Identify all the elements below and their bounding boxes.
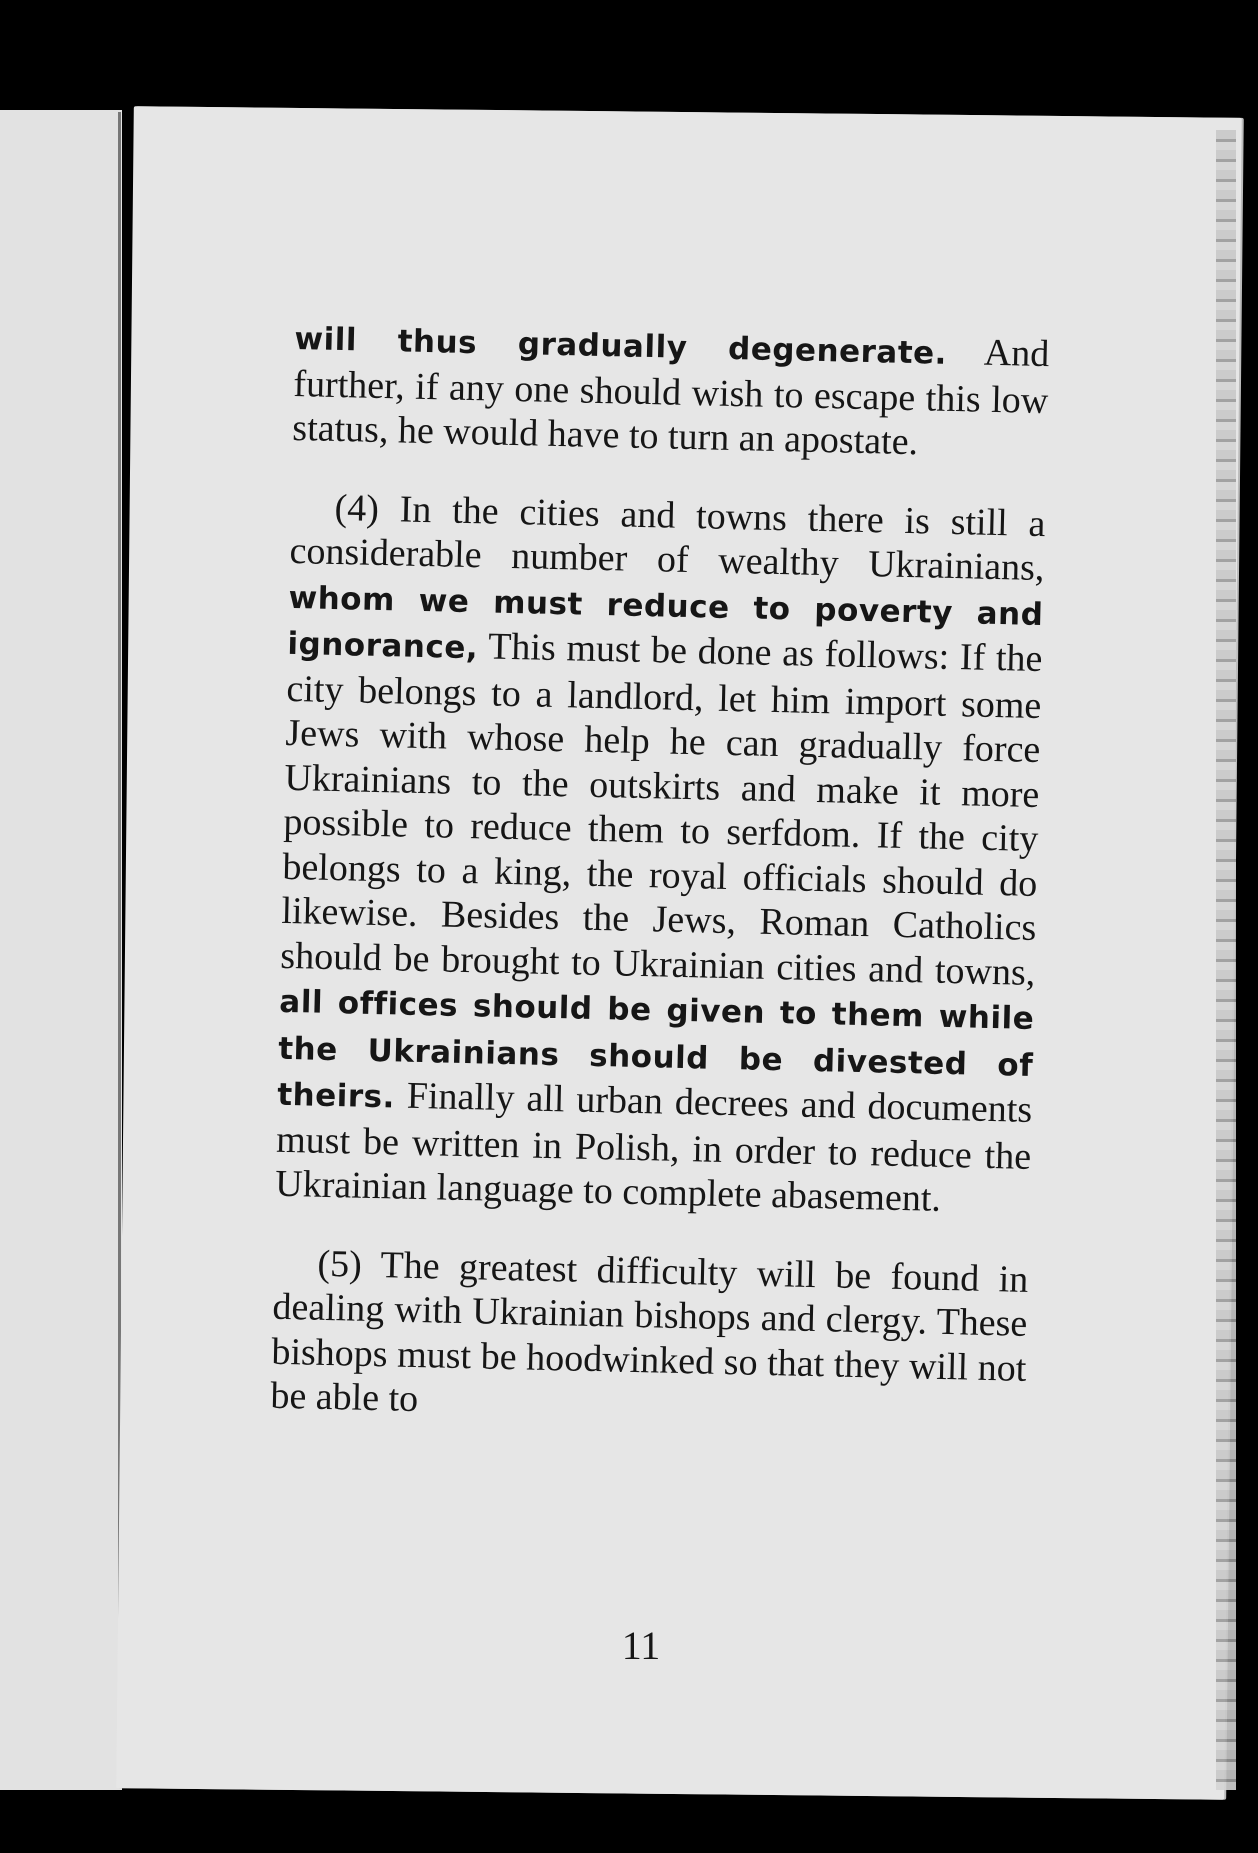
text-segment: (4) In the cities and towns there is still a considerable number of wealthy Ukrainians, [289, 486, 1046, 590]
text-segment-bold: all offices should be given to them while the Ukrainians should be divested of theirs. [276, 983, 1035, 1116]
page-number: 11 [621, 1623, 661, 1668]
paragraph-5 [270, 1240, 1029, 1435]
text-segment: And further, if any one should wish to escape this low status, he would have to turn an apostate. [291, 330, 1050, 464]
text-segment-bold: whom we must reduce to poverty and ignorance, [287, 579, 1044, 667]
paragraph-4 [275, 484, 1046, 1223]
text-segment-bold: will thus gradually degenerate. [294, 320, 948, 372]
text-segment: Finally all urban decrees and documents must be written in Polish, in order to reduce the Ukrainian language to complete abasement. [274, 1074, 1033, 1220]
text-segment: This must be done as follows: If the city belongs to a landlord, let him import some Jews with whose help he can gradually force Ukrainians to the outskirts and make it more possible to reduce them to serfdom. If the city belongs to a king, the royal officials should do likewise. Besides the Jews, Roman Catholics should be brought to Ukrainian cities and towns, [279, 625, 1043, 994]
page-stack-edge [1216, 130, 1236, 1790]
page-text [270, 315, 1050, 1435]
paragraph-continuation [292, 315, 1050, 468]
text-segment: (5) The greatest difficulty will be found in dealing with Ukrainian bishops and clergy. These bishops must be hoodwinked so that they will not be able to [269, 1242, 1029, 1421]
facing-page-edge [0, 110, 122, 1790]
